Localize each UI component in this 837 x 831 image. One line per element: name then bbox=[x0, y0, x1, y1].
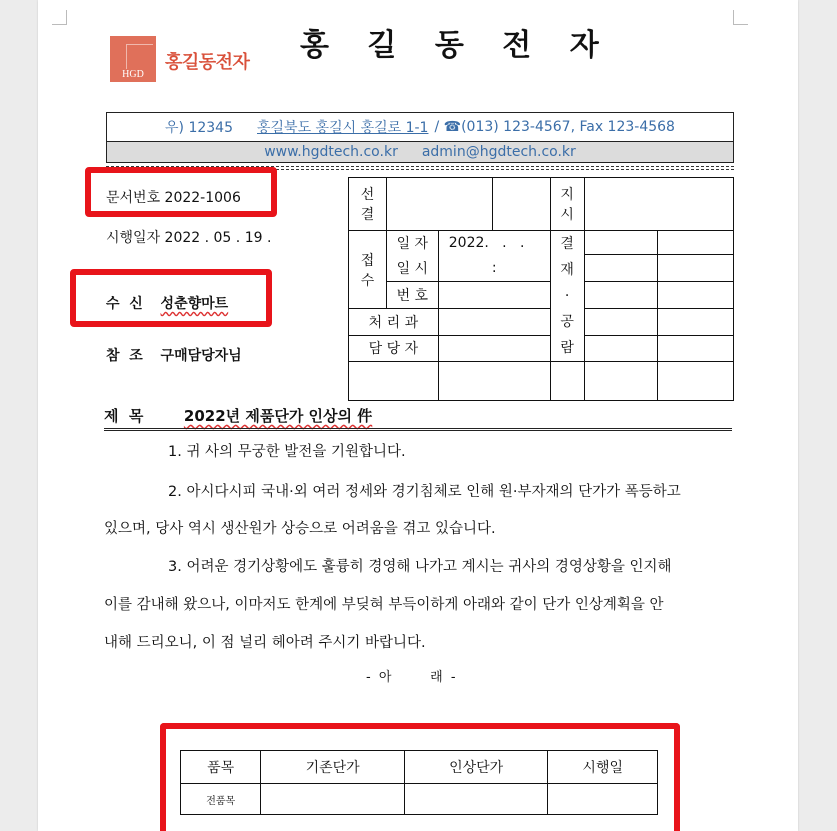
subject-row bbox=[104, 405, 734, 426]
header-item: 품목 bbox=[181, 751, 261, 784]
si-label: 시 bbox=[560, 207, 574, 223]
approval-box-r1c2 bbox=[658, 231, 734, 255]
street-address: 홍길북도 홍길시 홍길로 1-1 bbox=[257, 120, 429, 136]
doc-number: 문서번호 2022-1006 bbox=[106, 190, 241, 206]
approval-box-r5c2 bbox=[658, 335, 734, 361]
jeop-label: 접 bbox=[360, 252, 375, 269]
approval-box-r1c1 bbox=[584, 231, 658, 255]
ram-label: 람 bbox=[560, 340, 574, 356]
recipient-name: 성춘향마트 bbox=[160, 296, 229, 312]
paragraph-2-line-2: 있으며, 당사 역시 생산원가 상승으로 어려움을 겪고 있습니다. bbox=[104, 521, 496, 537]
phone-fax: / ☎(013) 123-4567, Fax 123-4568 bbox=[434, 119, 675, 135]
jisi-box bbox=[584, 178, 733, 231]
document-title: 홍 길 동 전 자 bbox=[300, 28, 613, 63]
reference-label: 참 조 bbox=[106, 348, 143, 364]
gyeol-label: 결 bbox=[360, 207, 375, 223]
su-label: 수 bbox=[360, 272, 375, 289]
issue-date: 시행일자 2022 . 05 . 19 . bbox=[106, 230, 272, 246]
ilja-label: 일 자 bbox=[386, 231, 438, 255]
highlight-price-table bbox=[160, 723, 680, 831]
jeopsu-cell bbox=[349, 231, 387, 309]
paragraph-2-line-1: 2. 아시다시피 국내·외 여러 정세와 경기침체로 인해 원·부자재의 단가가 폭등하고 bbox=[168, 484, 681, 500]
damdangja-blank-right bbox=[438, 362, 550, 401]
header-old-price: 기존단가 bbox=[261, 751, 405, 784]
company-logo bbox=[110, 36, 156, 82]
logo-company-name: 홍길동전자 bbox=[165, 52, 250, 73]
paragraph-3-line-2: 이를 감내해 왔으나, 이마저도 한계에 부딪혀 부득이하게 아래와 같이 단가 인상계획을 안 bbox=[104, 597, 664, 613]
logo-mark bbox=[126, 44, 153, 69]
damdangja-label: 담 당 자 bbox=[349, 335, 439, 361]
paragraph-3-line-3: 내해 드리오니, 이 점 널리 헤아려 주시기 바랍니다. bbox=[104, 635, 426, 651]
seon-gyeol-cell bbox=[349, 178, 387, 231]
ilja-value: 2022. . . bbox=[438, 231, 550, 255]
gyeoljae-gongram-cell bbox=[550, 231, 584, 362]
highlight-recipient bbox=[70, 269, 272, 327]
approval-box-r3c1 bbox=[584, 281, 658, 308]
below-heading: - 아 래 - bbox=[366, 670, 458, 685]
subject-double-line bbox=[104, 428, 732, 431]
postal-code: 우) 12345 bbox=[165, 120, 233, 136]
seon-gyeol-box-1 bbox=[386, 178, 492, 231]
reference-row bbox=[106, 345, 242, 365]
cheorigwa-value bbox=[438, 309, 550, 335]
paragraph-3-line-1: 3. 어려운 경기상황에도 훌륭히 경영해 나가고 계시는 귀사의 경영상황을 인지해 bbox=[168, 559, 672, 575]
ilsi-label: 일 시 bbox=[386, 255, 438, 281]
website-link[interactable]: www.hgdtech.co.kr bbox=[264, 144, 398, 160]
approval-box-r2c1 bbox=[584, 255, 658, 281]
approval-table bbox=[348, 177, 734, 401]
approval-box-r3c2 bbox=[658, 281, 734, 308]
jae-label: 재 bbox=[560, 262, 574, 278]
subject-label: 제 목 bbox=[104, 407, 144, 425]
highlight-doc-number bbox=[85, 167, 277, 217]
approval-box-r6c2 bbox=[658, 362, 734, 401]
logo-sub-text: HGD bbox=[122, 69, 144, 80]
reference-name: 구매담당자님 bbox=[160, 348, 242, 364]
crop-mark-top-right bbox=[733, 10, 748, 25]
header-new-price: 인상단가 bbox=[404, 751, 548, 784]
seon-gyeol-box-2 bbox=[492, 178, 550, 231]
middle-dot: · bbox=[564, 288, 570, 304]
ji-label: 지 bbox=[560, 187, 574, 203]
approval-box-r4c2 bbox=[658, 309, 734, 335]
email-link[interactable]: admin@hgdtech.co.kr bbox=[421, 144, 576, 160]
bunho-label: 번 호 bbox=[386, 281, 438, 308]
damdangja-value bbox=[438, 335, 550, 361]
subject-text: 2022년 제품단가 인상의 件 bbox=[183, 407, 373, 425]
bunho-value bbox=[438, 281, 550, 308]
paragraph-1: 1. 귀 사의 무궁한 발전을 기원합니다. bbox=[168, 444, 406, 460]
web-bar bbox=[106, 142, 734, 163]
ilsi-value: : bbox=[438, 255, 550, 281]
approval-box-r6c1 bbox=[584, 362, 658, 401]
cheorigwa-label: 처 리 과 bbox=[349, 309, 439, 335]
recipient-label: 수 신 bbox=[106, 296, 143, 312]
seon-label: 선 bbox=[360, 187, 375, 203]
approval-box-r4c1 bbox=[584, 309, 658, 335]
gyeol2-label: 결 bbox=[560, 236, 574, 252]
address-bar bbox=[106, 112, 734, 142]
crop-mark-top-left bbox=[52, 10, 67, 25]
damdangja-blank-left bbox=[349, 362, 439, 401]
gongram-blank bbox=[550, 362, 584, 401]
approval-box-r2c2 bbox=[658, 255, 734, 281]
gong-label: 공 bbox=[560, 314, 574, 330]
header-effective-date: 시행일 bbox=[548, 751, 658, 784]
approval-box-r5c1 bbox=[584, 335, 658, 361]
cell-item: 전품목 bbox=[181, 784, 261, 815]
jisi-label-cell bbox=[550, 178, 584, 231]
